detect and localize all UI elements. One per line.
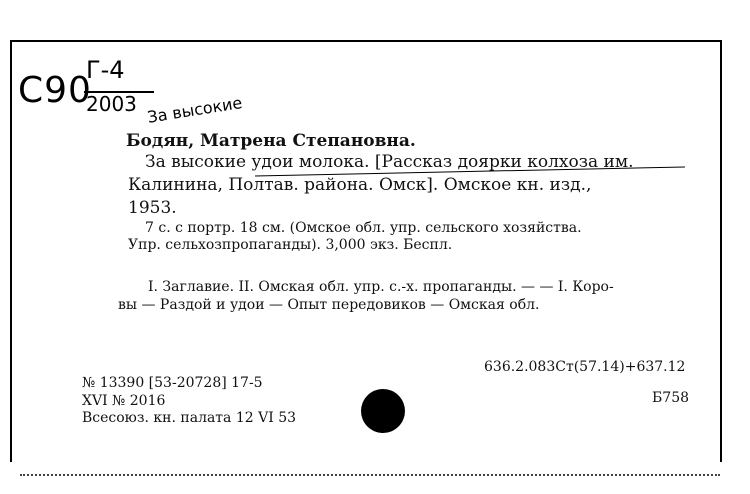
bibliographic-line: XVI № 2016 <box>82 393 166 409</box>
author-heading: Бодян, Матрена Степановна. <box>126 131 416 151</box>
call-number-bottom: 2003 <box>86 92 137 116</box>
call-number-main: С90 <box>18 70 92 111</box>
collation-line: 7 с. с портр. 18 см. (Омское обл. упр. сельского хозяйства. <box>145 220 582 236</box>
card-punch-hole <box>361 389 405 433</box>
tracings-line: вы — Раздой и удои — Опыт передовиков — Омская обл. <box>118 297 540 313</box>
title-line: За высокие удои молока. [Рассказ доярки колхоза им. <box>145 152 634 172</box>
handwritten-note: За высокие <box>146 93 244 127</box>
title-line: Калинина, Полтав. района. Омск]. Омское кн. изд., <box>128 175 592 195</box>
card-bottom-edge <box>0 462 750 494</box>
edge-dotted-line <box>20 474 720 476</box>
classification-code: 636.2.083Ст(57.14)+637.12 <box>484 359 686 375</box>
bibliographic-line: Всесоюз. кн. палата 12 VI 53 <box>82 410 297 426</box>
bibliographic-line: № 13390 [53-20728] 17-5 <box>82 375 263 391</box>
collation-line: Упр. сельхозпропаганды). 3,000 экз. Беспл. <box>128 237 453 253</box>
tracings-line: I. Заглавие. II. Омская обл. упр. с.-х. пропаганды. — — I. Коро- <box>148 279 614 295</box>
call-number-top: Г-4 <box>86 56 125 84</box>
title-line: 1953. <box>128 198 177 218</box>
shelf-code: Б758 <box>652 390 690 406</box>
